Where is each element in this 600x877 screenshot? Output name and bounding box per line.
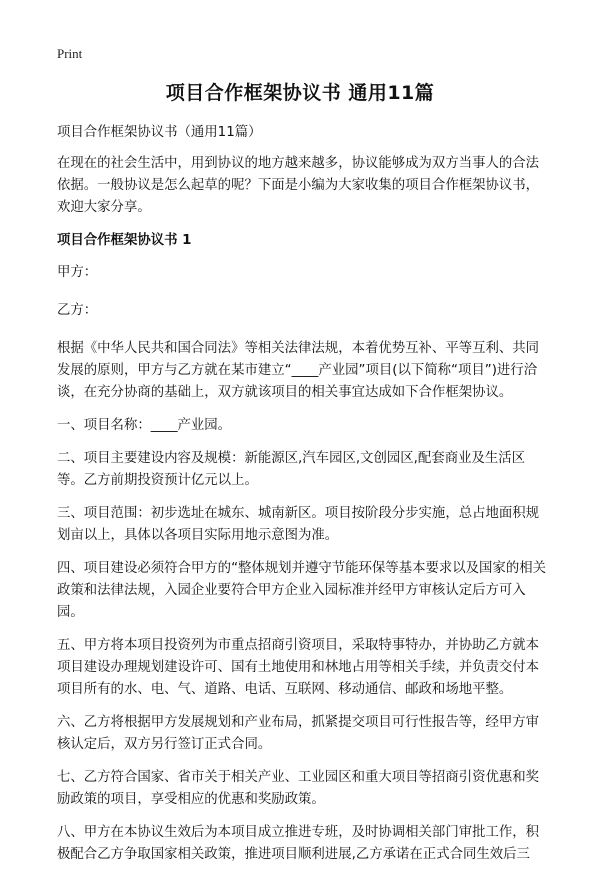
clause-7: 七、乙方符合国家、省市关于相关产业、工业园区和重大项目等招商引资优惠和奖励政策的项目，享受相应的优惠和奖励政策。 xyxy=(57,770,540,807)
clause-4: 四、项目建设必须符合甲方的“整体规划并遵守节能环保等基本要求以及国家的相关政策和法律法规，入园企业要符合甲方企业入园标准并经甲方审核认定后方可入园。 xyxy=(57,561,546,620)
clause-3: 三、项目范围：初步选址在城东、城南新区。项目按阶段分步实施，总占地面积规划亩以上，具体以各项目实际用地示意图为准。 xyxy=(57,506,540,543)
clause-1: 一、项目名称：____产业园。 xyxy=(57,418,232,433)
clause-8: 八、甲方在本协议生效后为本项目成立推进专班，及时协调相关部门审批工作，积极配合乙方争取国家相关政策，推进项目顺利进展,乙方承诺在正式合同生效后三 xyxy=(57,825,540,862)
clause-6: 六、乙方将根据甲方发展规划和产业布局，抓紧提交项目可行性报告等，经甲方审核认定后，双方另行签订正式合同。 xyxy=(57,715,540,752)
section-heading: 项目合作框架协议书 1 xyxy=(57,233,192,248)
clause-2: 二、项目主要建设内容及规模：新能源区,汽车园区,文创园区,配套商业及生活区等。乙方前期投资预计亿元以上。 xyxy=(57,451,526,488)
clause-preamble: 根据《中华人民共和国合同法》等相关法律法规，本着优势互补、平等互利、共同发展的原则，甲方与乙方就在某市建立“____产业园”项目(以下简称“项目”)进行洽谈，在充分协商的基础上，双方就该项目的相关事宜达成如下合作框架协议。 xyxy=(57,341,540,400)
party-b-field: 乙方： xyxy=(57,303,98,318)
clause-5: 五、甲方将本项目投资列为市重点招商引资项目，采取特事特办，并协助乙方就本项目建设办理规划建设许可、国有土地使用和林地占用等相关手续，并负责交付本项目所有的水、电、气、道路、电话、互联网、移动通信、邮政和场地平整。 xyxy=(57,638,540,697)
party-a-field: 甲方： xyxy=(57,265,98,280)
print-link[interactable]: Print xyxy=(57,46,83,61)
document-body xyxy=(57,122,547,877)
intro-paragraph: 在现在的社会生活中，用到协议的地方越来越多，协议能够成为双方当事人的合法依据。一般协议是怎么起草的呢？下面是小编为大家收集的项目合作框架协议书，欢迎大家分享。 xyxy=(57,156,540,215)
page-title: 项目合作框架协议书 通用11篇 xyxy=(165,82,435,104)
document-subtitle: 项目合作框架协议书（通用11篇） xyxy=(57,125,262,140)
